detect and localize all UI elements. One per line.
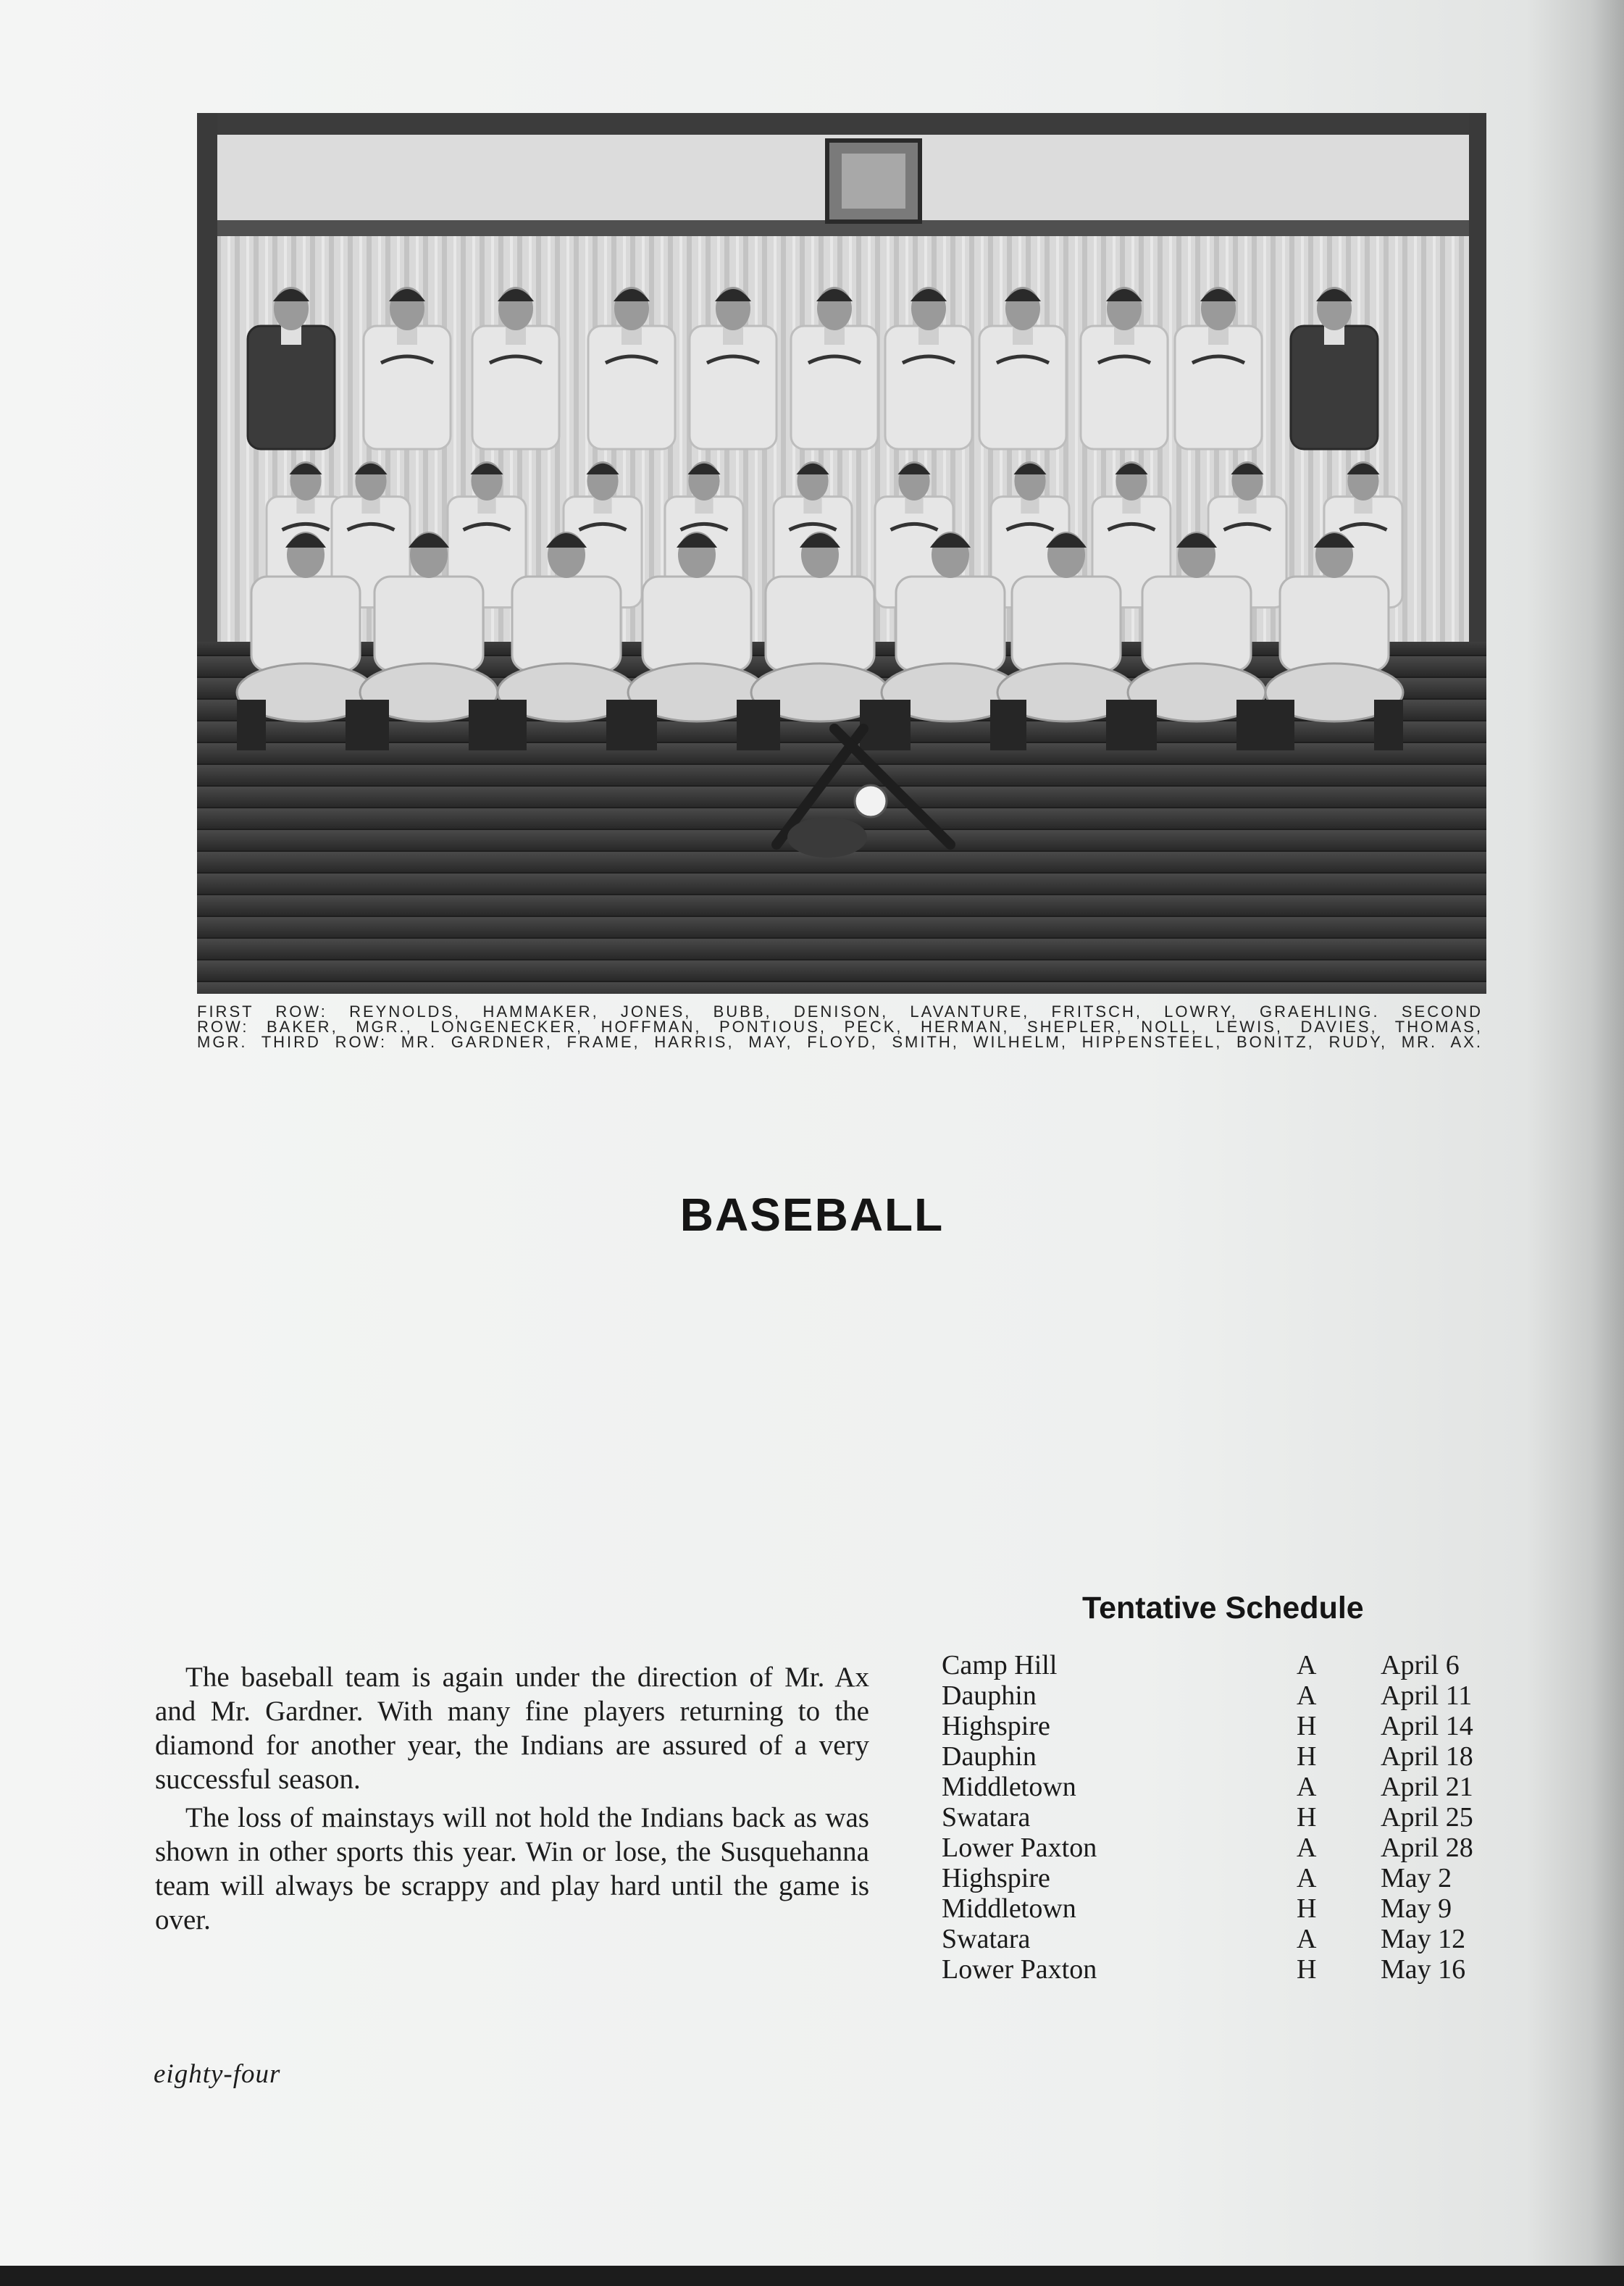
schedule-date: April 11 xyxy=(1381,1680,1473,1711)
schedule-opponent: Middletown xyxy=(942,1772,1076,1802)
schedule-location: H xyxy=(1297,1802,1317,1833)
schedule-opponent: Camp Hill xyxy=(942,1650,1058,1680)
schedule-location: A xyxy=(1297,1772,1317,1802)
schedule-location: A xyxy=(1297,1650,1317,1680)
team-photo-illustration xyxy=(197,113,1486,994)
schedule-opponent: Swatara xyxy=(942,1802,1031,1833)
schedule-date: April 21 xyxy=(1381,1772,1473,1802)
schedule-date: April 6 xyxy=(1381,1650,1460,1680)
schedule-date: April 28 xyxy=(1381,1833,1473,1863)
paragraph-2: The loss of mainstays will not hold the Indians back as was shown in other sports this year. Win or lose, the Susquehanna team will always be scrappy and play hard until the game is over. xyxy=(155,1802,869,1935)
schedule-opponent: Lower Paxton xyxy=(942,1833,1097,1863)
page-bottom-edge xyxy=(0,2266,1624,2286)
caption-line-2: ROW: BAKER, MGR., LONGENECKER, HOFFMAN, PONTIOUS, PECK, HERMAN, SHEPLER, NOLL, LEWIS, DAVIES, THOMAS, xyxy=(197,1018,1483,1036)
schedule-row xyxy=(942,1741,1521,1772)
schedule-location: H xyxy=(1297,1711,1317,1741)
schedule-row xyxy=(942,1833,1521,1863)
schedule-date: May 16 xyxy=(1381,1954,1466,1985)
schedule-location: A xyxy=(1297,1833,1317,1863)
schedule-date: April 25 xyxy=(1381,1802,1473,1833)
schedule-row xyxy=(942,1711,1521,1741)
paragraph-1: The baseball team is again under the direction of Mr. Ax and Mr. Gardner. With many fine players returning to the diamond for another year, the Indians are assured of a very successful season. xyxy=(155,1662,869,1795)
page-number: eighty-four xyxy=(154,2059,281,2089)
article-body xyxy=(155,1660,869,1941)
schedule-row xyxy=(942,1893,1521,1924)
schedule-row xyxy=(942,1802,1521,1833)
schedule-location: A xyxy=(1297,1680,1317,1711)
schedule-date: May 9 xyxy=(1381,1893,1452,1924)
schedule-location: H xyxy=(1297,1893,1317,1924)
schedule-date: May 2 xyxy=(1381,1863,1452,1893)
schedule-date: April 18 xyxy=(1381,1741,1473,1772)
schedule-location: H xyxy=(1297,1954,1317,1985)
page-title: BASEBALL xyxy=(679,1189,945,1241)
schedule-opponent: Highspire xyxy=(942,1863,1050,1893)
schedule-row xyxy=(942,1680,1521,1711)
schedule-row xyxy=(942,1650,1521,1680)
schedule-opponent: Middletown xyxy=(942,1893,1076,1924)
caption-line-3: MGR. THIRD ROW: MR. GARDNER, FRAME, HARRIS, MAY, FLOYD, SMITH, WILHELM, HIPPENSTEEL, BONITZ, RUDY, MR. AX. xyxy=(197,1033,1483,1051)
schedule-row xyxy=(942,1924,1521,1954)
schedule-opponent: Dauphin xyxy=(942,1741,1037,1772)
schedule-row xyxy=(942,1863,1521,1893)
schedule-opponent: Highspire xyxy=(942,1711,1050,1741)
schedule-date: May 12 xyxy=(1381,1924,1466,1954)
schedule-title: Tentative Schedule xyxy=(1082,1591,1364,1625)
team-photo xyxy=(197,113,1486,994)
schedule-opponent: Lower Paxton xyxy=(942,1954,1097,1985)
schedule-location: A xyxy=(1297,1863,1317,1893)
caption-line-1: FIRST ROW: REYNOLDS, HAMMAKER, JONES, BUBB, DENISON, LAVANTURE, FRITSCH, LOWRY, GRAEHLING. SECOND xyxy=(197,1002,1483,1021)
schedule-opponent: Swatara xyxy=(942,1924,1031,1954)
schedule-location: H xyxy=(1297,1741,1317,1772)
schedule-row xyxy=(942,1772,1521,1802)
schedule-opponent: Dauphin xyxy=(942,1680,1037,1711)
photo-caption xyxy=(197,1004,1483,1050)
schedule-date: April 14 xyxy=(1381,1711,1473,1741)
schedule-row xyxy=(942,1954,1521,1985)
schedule-location: A xyxy=(1297,1924,1317,1954)
schedule-table xyxy=(942,1650,1521,1985)
